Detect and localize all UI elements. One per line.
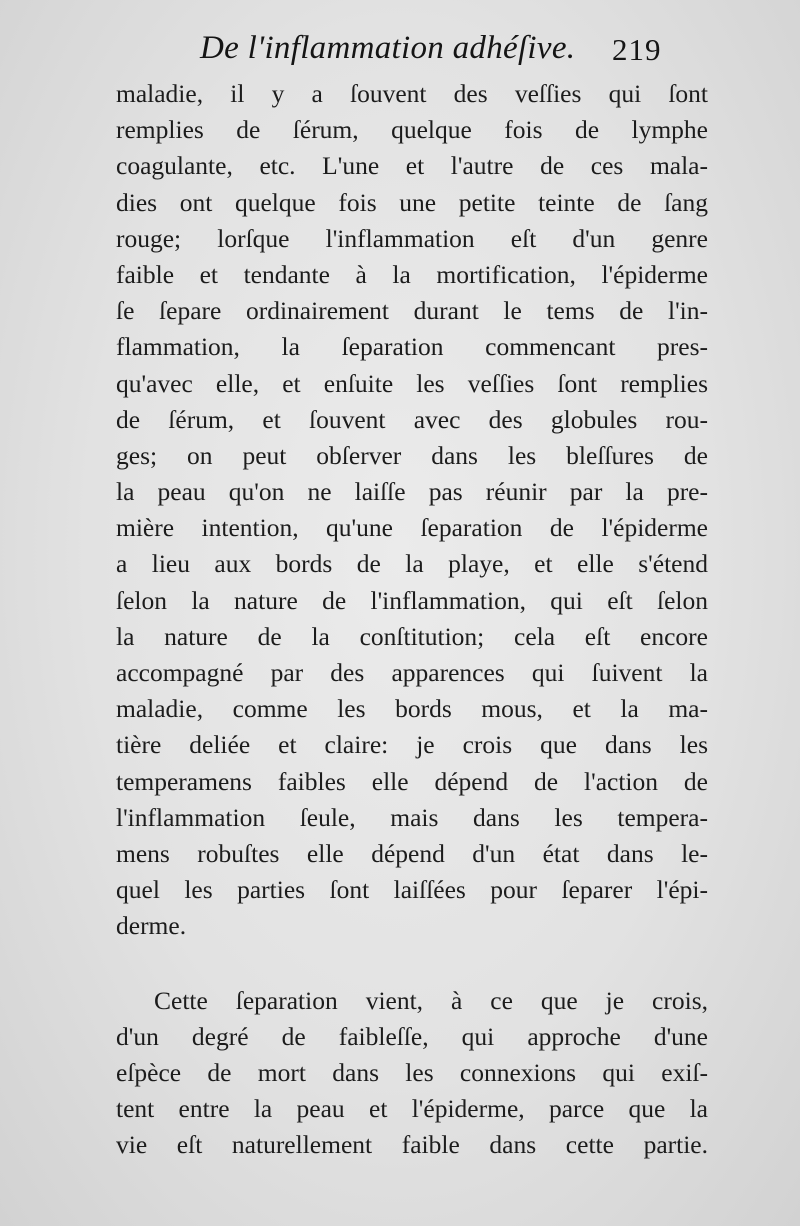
text-line: maladie, il y a ſouvent des veſſies qui ſont [116,79,708,108]
text-line: quel les parties ſont laiſſées pour ſeparer l'épi- [116,875,708,905]
text-line: d'un degré de faibleſſe, qui approche d'une [116,1021,708,1051]
text-line: derme. [116,911,187,941]
text-line: rouge; lorſque l'inflammation eſt d'un genre [116,223,708,253]
text-line: maladie, comme les bords mous, et la ma- [116,694,708,724]
text-line: coagulante, etc. L'une et l'autre de ces mala- [116,151,708,181]
text-line: ſe ſepare ordinairement durant le tems de l'in- [116,296,708,326]
running-title: De l'inflammation adhéſive. [200,30,576,66]
text-line: ges; on peut obſerver dans les bleſſures de [116,440,708,470]
text-line: eſpèce de mort dans les connexions qui exiſ- [116,1057,708,1087]
text-line: Cette ſeparation vient, à ce que je crois, [154,985,708,1015]
text-line: dies ont quelque fois une petite teinte de ſang [116,187,708,217]
text-line: accompagné par des apparences qui ſuivent la [116,658,708,687]
text-line: la nature de la conſtitution; cela eſt encore [116,621,708,651]
text-line: a lieu aux bords de la playe, et elle s'étend [116,549,708,579]
paragraph [116,983,708,1164]
paragraph [116,76,708,945]
page-number: 219 [612,32,662,67]
text-line: ſelon la nature de l'inflammation, qui eſt ſelon [116,585,708,615]
running-head [200,30,720,80]
text-line: l'inflammation ſeule, mais dans les tempera- [116,802,708,832]
text-line: vie eſt naturellement faible dans cette partie. [116,1130,708,1160]
text-line: tière deliée et claire: je crois que dans les [116,730,708,760]
text-line: de ſérum, et ſouvent avec des globules rou- [116,404,708,434]
paragraph-gap [116,945,708,983]
text-line: faible et tendante à la mortification, l'épiderme [116,259,708,289]
text-line: flammation, la ſeparation commencant pres- [116,332,708,362]
text-line: qu'avec elle, et enſuite les veſſies ſont remplies [116,368,708,398]
text-line: mens robuſtes elle dépend d'un état dans le- [116,838,708,868]
text-line: tent entre la peau et l'épiderme, parce que la [116,1094,708,1124]
text-line: remplies de ſérum, quelque fois de lymphe [116,115,708,145]
text-line: temperamens faibles elle dépend de l'action de [116,766,708,796]
text-line: mière intention, qu'une ſeparation de l'épiderme [116,513,708,543]
body-text [116,76,708,1163]
text-line: la peau qu'on ne laiſſe pas réunir par la pre- [116,477,708,507]
